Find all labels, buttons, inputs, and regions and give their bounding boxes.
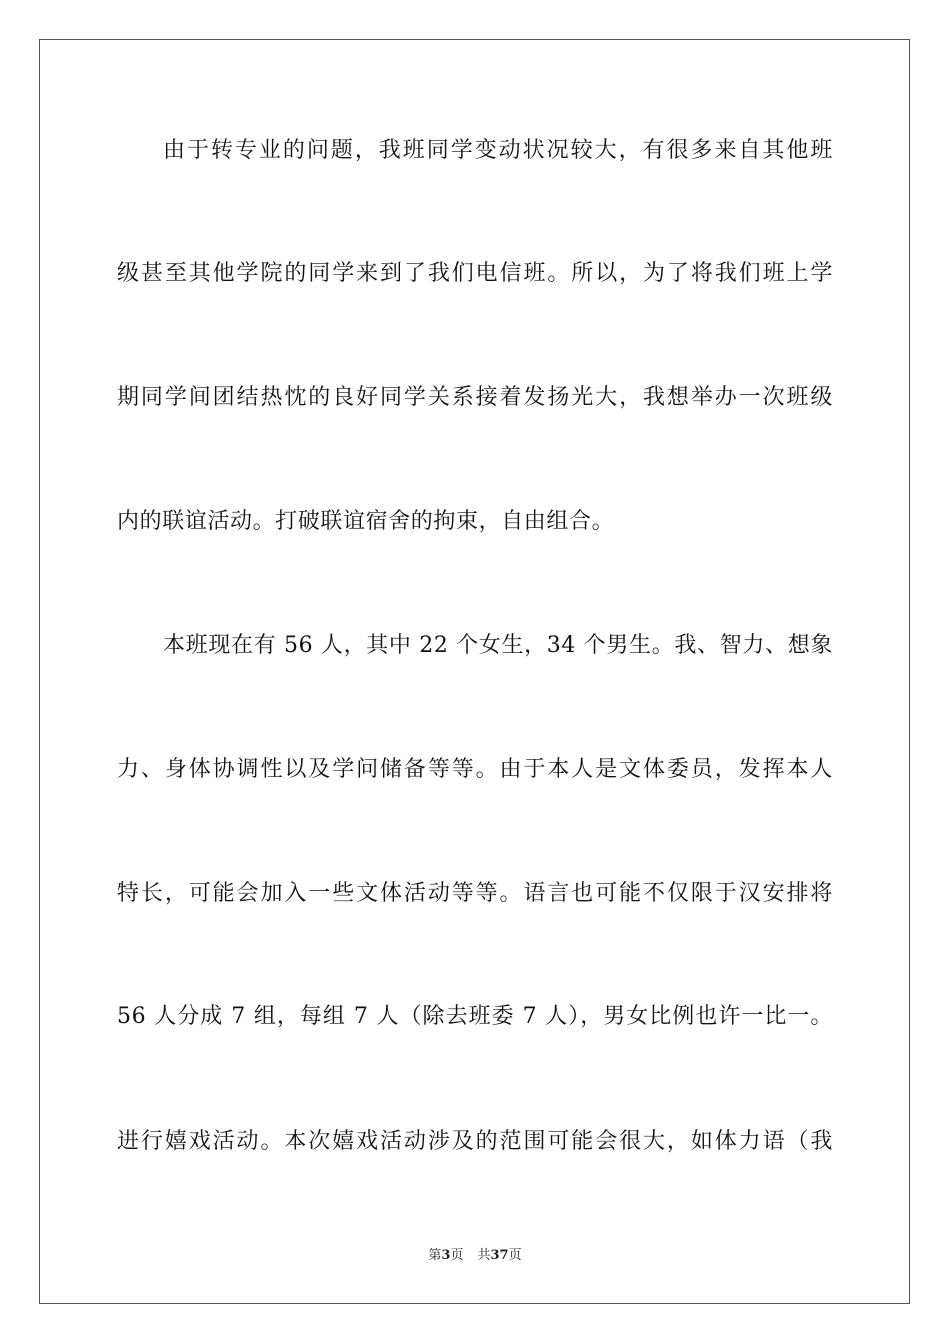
total-pages: 37 (490, 1248, 509, 1263)
page-footer (0, 1247, 950, 1265)
paragraph-2-line-4: 56 人分成 7 组，每组 7 人（除去班委 7 人），男女比例也许一比一。 (117, 1004, 833, 1029)
paragraph-1-line-2: 级甚至其他学院的同学来到了我们电信班。所以，为了将我们班上学 (117, 261, 833, 286)
page-prefix: 第 (428, 1248, 442, 1263)
page-number: 3 (441, 1248, 451, 1263)
paragraph-1-line-3: 期同学间团结热忱的良好同学关系接着发扬光大，我想举办一次班级 (117, 385, 833, 410)
paragraph-2-line-2: 力、身体协调性以及学问储备等等。由于本人是文体委员，发挥本人 (117, 757, 833, 782)
paragraph-1-line-4: 内的联谊活动。打破联谊宿舍的拘束，自由组合。 (117, 509, 615, 534)
paragraph-2-line-3: 特长，可能会加入一些文体活动等等。语言也可能不仅限于汉安排将 (117, 881, 833, 906)
total-suffix: 页 (508, 1248, 522, 1263)
page-frame (39, 39, 910, 1304)
paragraph-2-line-1: 本班现在有 56 人，其中 22 个女生，34 个男生。我、智力、想象 (163, 633, 833, 658)
paragraph-2-line-5: 进行嬉戏活动。本次嬉戏活动涉及的范围可能会很大，如体力语（我 (117, 1129, 833, 1154)
paragraph-1-line-1: 由于转专业的问题，我班同学变动状况较大，有很多来自其他班 (163, 138, 833, 163)
page-suffix: 页 (450, 1248, 464, 1263)
total-prefix: 共 (477, 1248, 491, 1263)
